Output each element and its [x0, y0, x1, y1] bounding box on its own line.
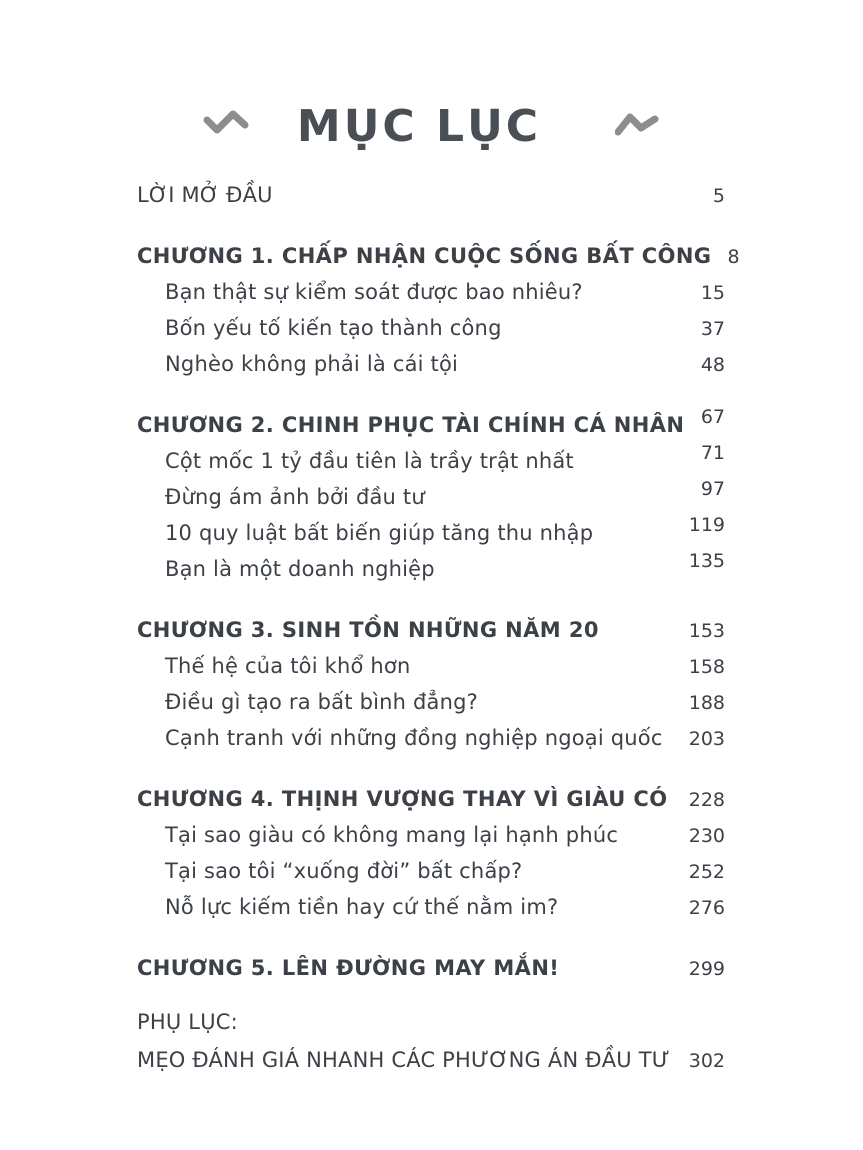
squiggle-right-icon — [615, 111, 659, 139]
toc-entry-section — [137, 478, 725, 512]
toc-entry-section — [137, 725, 725, 753]
toc-entry-section — [137, 279, 725, 307]
toc-entry-page: 71 — [700, 442, 725, 464]
toc-entry-title: Thế hệ của tôi khổ hơn — [165, 654, 411, 678]
toc-entry-chapter-2 — [137, 406, 725, 440]
toc-entry-page: 302 — [688, 1050, 725, 1072]
toc-entry-title: CHƯƠNG 4. THỊNH VƯỢNG THAY VÌ GIÀU CÓ — [137, 787, 668, 811]
toc-entry-section — [137, 351, 725, 379]
toc-entry-section — [137, 858, 725, 886]
squiggle-left-icon — [203, 108, 249, 138]
toc-entry-title: Cột mốc 1 tỷ đầu tiên là trầy trật nhất — [165, 449, 574, 473]
toc-entry-title: PHỤ LỤC: — [137, 1010, 238, 1034]
toc-entry-title: 10 quy luật bất biến giúp tăng thu nhập — [165, 521, 594, 545]
toc-entry-front-matter — [137, 182, 725, 210]
toc-entry-page: 37 — [700, 318, 725, 340]
toc-entry-title: Bốn yếu tố kiến tạo thành công — [165, 316, 502, 340]
toc-entry-section — [137, 550, 725, 584]
toc-entry-section — [137, 822, 725, 850]
toc-entry-page: 228 — [688, 789, 725, 811]
toc-entry-page: 67 — [700, 406, 725, 428]
toc-entry-title: CHƯƠNG 2. CHINH PHỤC TÀI CHÍNH CÁ NHÂN — [137, 413, 685, 437]
toc-entry-title: Nghèo không phải là cái tội — [165, 352, 459, 376]
toc-entry-page: 15 — [700, 282, 725, 304]
toc-entry-section — [137, 894, 725, 922]
toc-entry-section — [137, 689, 725, 717]
toc-entry-page: 135 — [688, 550, 725, 572]
toc-entry-section — [137, 442, 725, 476]
toc-entry-section — [137, 315, 725, 343]
toc-entry-page: 48 — [700, 354, 725, 376]
toc-entry-page: 8 — [727, 246, 740, 268]
toc-entry-page: 153 — [688, 620, 725, 642]
toc-entry-chapter-1 — [137, 243, 740, 271]
toc-entry-title: Cạnh tranh với những đồng nghiệp ngoại quốc — [165, 726, 663, 750]
toc-entry-page: 158 — [688, 656, 725, 678]
toc-entry-chapter-4 — [137, 786, 725, 814]
toc-entry-appendix — [137, 1047, 725, 1075]
toc-entry-page: 188 — [688, 692, 725, 714]
toc-entry-title: Tại sao giàu có không mang lại hạnh phúc — [165, 823, 619, 847]
toc-entry-title: Đừng ám ảnh bởi đầu tư — [165, 485, 425, 509]
title-row — [137, 96, 725, 156]
toc-entry-title: CHƯƠNG 5. LÊN ĐƯỜNG MAY MẮN! — [137, 956, 560, 980]
toc-entry-page: 203 — [688, 728, 725, 750]
toc-entry-title: CHƯƠNG 3. SINH TỒN NHỮNG NĂM 20 — [137, 618, 599, 642]
toc-entry-title: Bạn thật sự kiểm soát được bao nhiêu? — [165, 280, 583, 304]
page-title: MỤC LỤC — [296, 100, 542, 152]
toc-entry-page: 276 — [688, 897, 725, 919]
toc-entry-title: Tại sao tôi “xuống đời” bất chấp? — [165, 859, 523, 883]
toc-entry-section — [137, 653, 725, 681]
toc-entry-title: Điều gì tạo ra bất bình đẳng? — [165, 690, 479, 714]
toc-entry-section — [137, 514, 725, 548]
toc-entry-chapter-3 — [137, 617, 725, 645]
toc-entry-title: CHƯƠNG 1. CHẤP NHẬN CUỘC SỐNG BẤT CÔNG — [137, 244, 712, 268]
toc-entry-chapter-5 — [137, 955, 725, 983]
toc-entry-title: Nỗ lực kiếm tiền hay cứ thế nằm im? — [165, 895, 559, 919]
toc-entry-page: 252 — [688, 861, 725, 883]
toc-entry-page: 5 — [712, 185, 725, 207]
toc-entry-title: Bạn là một doanh nghiệp — [165, 557, 435, 581]
toc-entry-appendix-label — [137, 1009, 725, 1036]
toc-entry-page: 299 — [688, 958, 725, 980]
toc-entry-page: 97 — [700, 478, 725, 500]
toc-entry-title: LỜI MỞ ĐẦU — [137, 183, 273, 207]
toc-entry-page: 230 — [688, 825, 725, 847]
toc-entry-page: 119 — [688, 514, 725, 536]
toc-entry-title: MẸO ĐÁNH GIÁ NHANH CÁC PHƯƠNG ÁN ĐẦU TƯ — [137, 1048, 670, 1072]
